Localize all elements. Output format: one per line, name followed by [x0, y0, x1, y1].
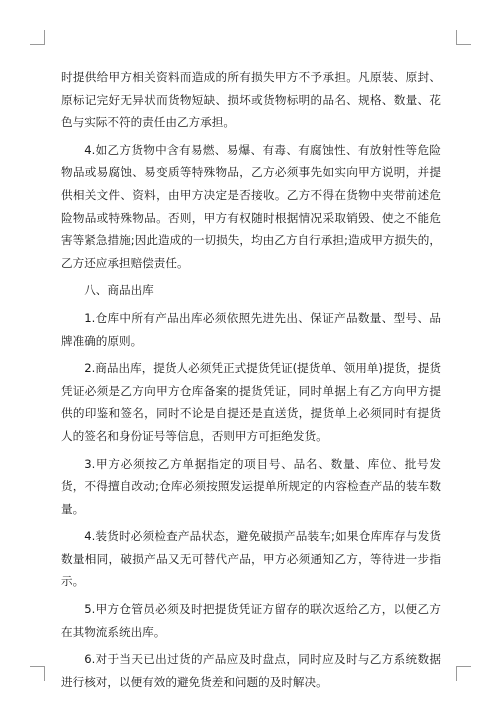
paragraph-item-5: 5.甲方仓管员必须及时把提货凭证方留存的联次返给乙方，以便乙方在其物流系统出库。 [61, 602, 441, 639]
paragraph-item-4: 4.装货时必须检查产品状态，避免破损产品装车;如果仓库库存与发货数量相同，破损产品又无可替代产品，甲方必须通知乙方，等待进一步指示。 [61, 529, 441, 589]
corner-mark-bottom-left [30, 666, 45, 681]
paragraph-item-1: 1.仓库中所有产品出库必须依照先进先出、保证产品数量、型号、品牌准确的原则。 [61, 310, 441, 348]
corner-mark-top-right [456, 30, 471, 45]
corner-mark-bottom-right [456, 666, 471, 681]
corner-mark-top-left [30, 30, 45, 45]
document-body [61, 66, 441, 698]
section-heading-outbound: 八、商品出库 [84, 283, 154, 298]
paragraph-item-6: 6.对于当天已出过货的产品应及时盘点，同时应及时与乙方系统数据进行核对，以便有效的避免货差和问题的及时解决。 [61, 652, 441, 689]
paragraph-continuation: 时提供给甲方相关资料而造成的所有损失甲方不予承担。凡原装、原封、原标记完好无异状而货物短缺、损坏或货物标明的品名、规格、数量、花色与实际不符的责任由乙方承担。 [61, 70, 441, 130]
paragraph-item-4-hazardous-goods: 4.如乙方货物中含有易燃、易爆、有毒、有腐蚀性、有放射性等危险物品或易腐蚀、易变质等特殊物品，乙方必须事先如实向甲方说明，并提供相关文件、资料，由甲方决定是否接收。乙方不得在货物中夹带前述危险物品或特殊物品。否则，甲方有权随时根据情况采取销毁、使之不能危害等紧急措施;因此造成的一切损失，均由乙方自行承担;造成甲方损失的，乙方还应承担赔偿责任。 [61, 142, 441, 270]
paragraph-item-2: 2.商品出库，提货人必须凭正式提货凭证(提货单、领用单)提货，提货凭证必须是乙方向甲方仓库备案的提货凭证，同时单据上有乙方向甲方提供的印鉴和签名，同时不论是自提还是直送货，提货单上必须同时有提货人的签名和身份证号等信息，否则甲方可拒绝发货。 [61, 361, 441, 443]
paragraph-item-3: 3.甲方必须按乙方单据指定的项目号、品名、数量、库位、批号发货，不得擅自改动;仓库必须按照发运提单所规定的内容检查产品的装车数量。 [61, 456, 441, 516]
